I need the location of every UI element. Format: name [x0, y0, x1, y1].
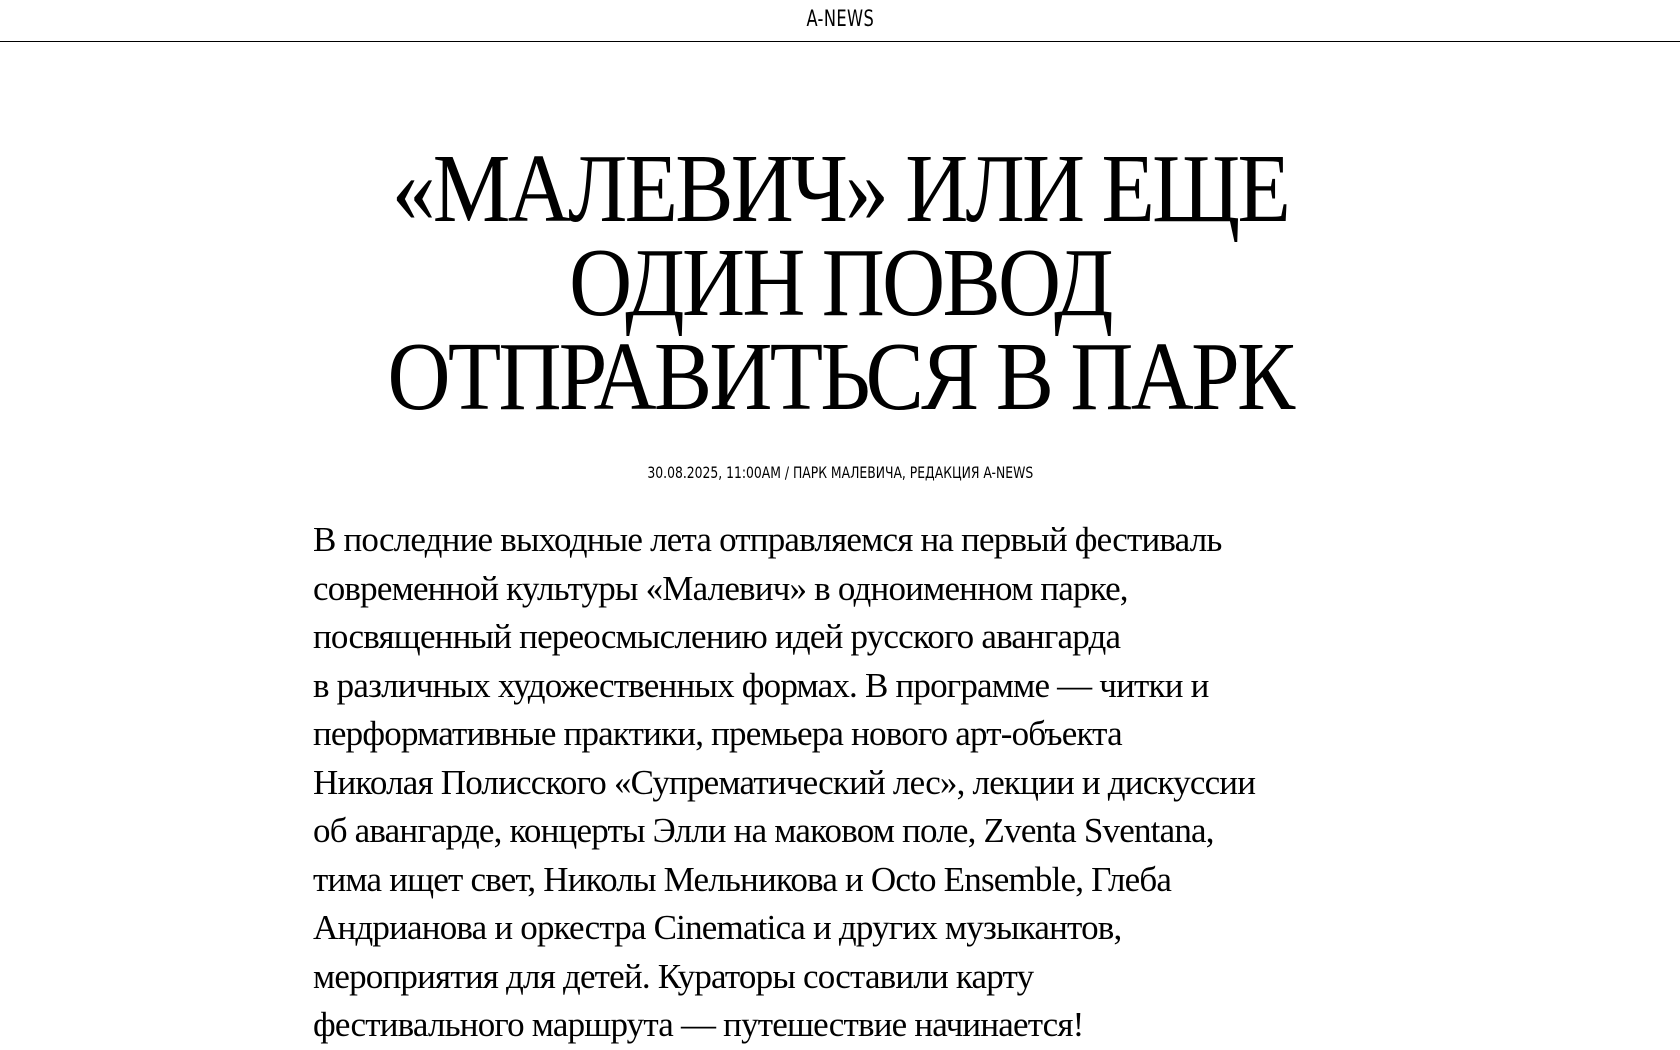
lede-line: об авангарде, концерты Элли на маковом поле, Zventa Sventana, — [313, 811, 1214, 850]
site-header — [0, 0, 1680, 42]
lede-line: современной культуры «Малевич» в одноименном парке, — [313, 568, 1128, 608]
headline-line: ОТПРАВИТЬСЯ В ПАРК — [387, 323, 1293, 430]
lede-line: в различных художественных формах. В программе — читки и — [313, 665, 1209, 705]
article-meta — [240, 463, 1440, 483]
lede-line: тима ищет свет, Николы Мельникова и Octo Ensemble, Глеба — [313, 859, 1172, 899]
headline-line: «МАЛЕВИЧ» ИЛИ ЕЩЕ — [391, 135, 1289, 242]
lede-line: перформативные практики, премьера нового арт-объекта — [313, 714, 1122, 753]
lede-line: В последние выходные лета отправляемся на первый фестиваль — [313, 520, 1222, 559]
lede-line: фестивального маршрута — путешествие начинается! — [313, 1005, 1084, 1044]
headline-line: ОДИН ПОВОД — [569, 229, 1111, 336]
lede-line: Николая Полисского «Супрематический лес», лекции и дискуссии — [313, 762, 1256, 802]
article-headline — [240, 135, 1440, 430]
lede-line: Андрианова и оркестра Cinematica и других музыкантов, — [313, 908, 1122, 947]
lede-line: посвященный переосмыслению идей русского авангарда — [313, 617, 1121, 656]
article-lede — [313, 516, 1363, 1050]
site-logo-link[interactable]: A-NEWS — [806, 7, 874, 32]
lede-line: мероприятия для детей. Кураторы составили карту — [313, 956, 1034, 996]
article-date-author: 30.08.2025, 11:00AM / ПАРК МАЛЕВИЧА, РЕДАКЦИЯ A-NEWS — [647, 463, 1033, 482]
